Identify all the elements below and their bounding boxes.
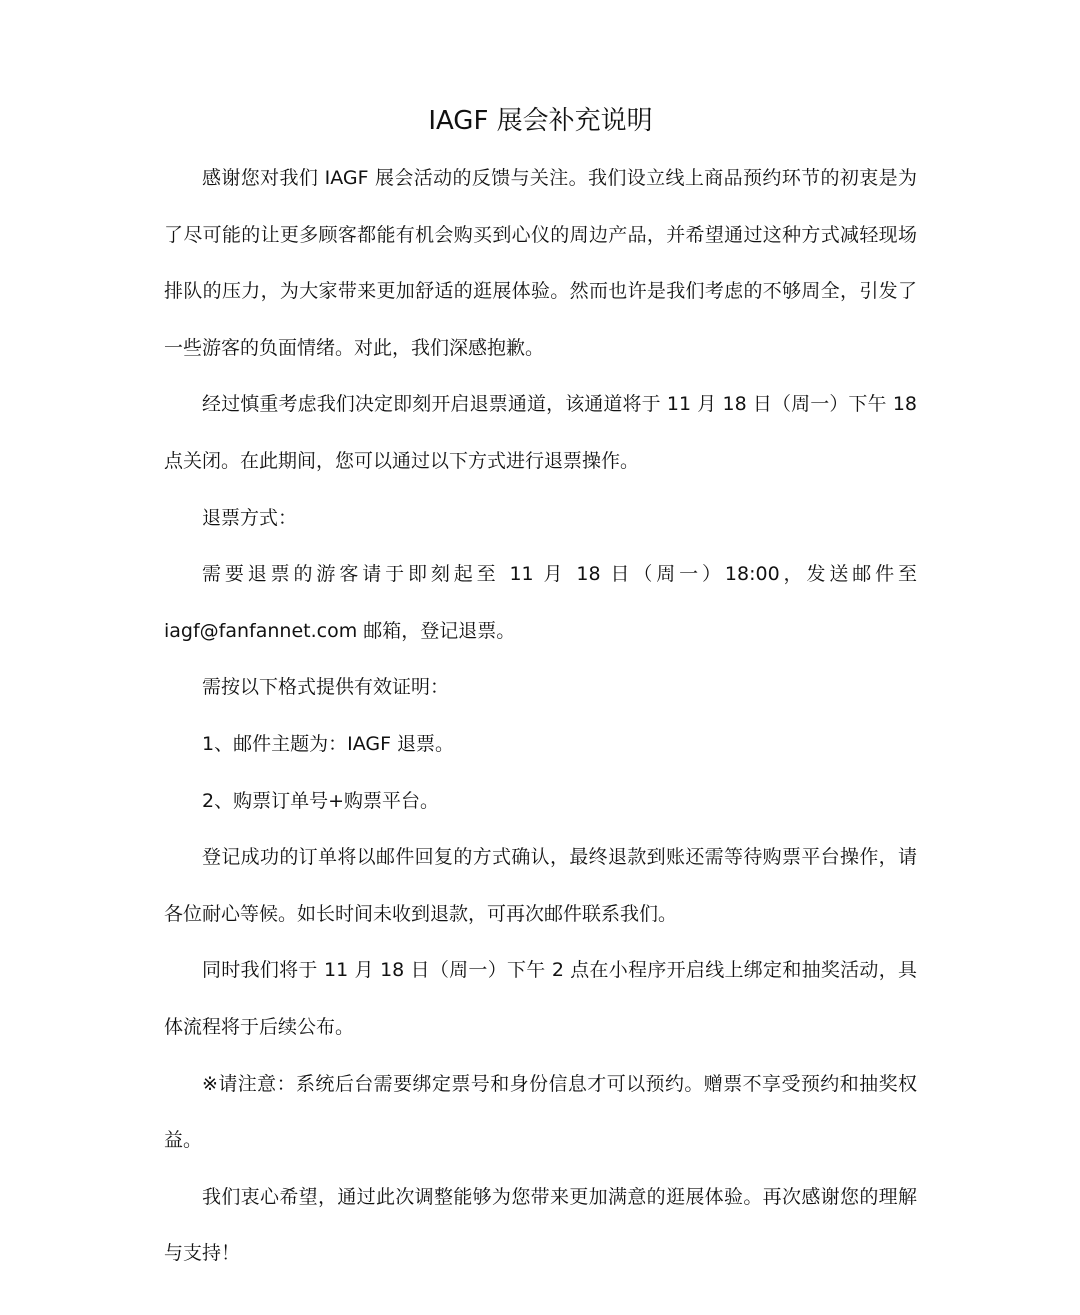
- document-page: [164, 92, 917, 1282]
- paragraph-notice: ※请注意：系统后台需要绑定票号和身份信息才可以预约。赠票不享受预约和抽奖权益。: [164, 1072, 917, 1152]
- paragraph-refund-channel: 经过慎重考虑我们决定即刻开启退票通道，该通道将于 11 月 18 日（周一）下午 18 点关闭。在此期间，您可以通过以下方式进行退票操作。: [164, 393, 917, 472]
- paragraph-refund-method-heading: 退票方式：: [202, 506, 298, 529]
- paragraph-thanks: 感谢您对我们 IAGF 展会活动的反馈与关注。我们设立线上商品预约环节的初衷是为了尽可能的让更多顾客都能有机会购买到心仪的周边产品，并希望通过这种方式减轻现场排队的压力，为大家带来更加舒适的逛展体验。然而也许是我们考虑的不够周全，引发了一些游客的负面情绪。对此，我们深感抱歉。: [164, 167, 917, 359]
- list-item-email-subject: 1、邮件主题为：IAGF 退票。: [202, 732, 455, 755]
- paragraph-confirmation: 登记成功的订单将以邮件回复的方式确认，最终退款到账还需等待购票平台操作，请各位耐心等候。如长时间未收到退款，可再次邮件联系我们。: [164, 846, 917, 925]
- paragraph-lottery: 同时我们将于 11 月 18 日（周一）下午 2 点在小程序开启线上绑定和抽奖活动，具体流程将于后续公布。: [164, 959, 917, 1038]
- list-item-order-number: 2、购票订单号+购票平台。: [202, 789, 440, 812]
- paragraph-closing: 我们衷心希望，通过此次调整能够为您带来更加满意的逛展体验。再次感谢您的理解与支持！: [164, 1185, 917, 1265]
- paragraph-format-heading: 需按以下格式提供有效证明：: [202, 676, 450, 699]
- paragraph-refund-email: iagf@fanfannet.com 邮箱，登记退票。: [164, 619, 516, 642]
- document-title: IAGF 展会补充说明: [428, 106, 653, 136]
- paragraph-refund-instructions: 需要退票的游客请于即刻起至 11 月 18 日（周一）18:00，发送邮件至: [202, 563, 917, 586]
